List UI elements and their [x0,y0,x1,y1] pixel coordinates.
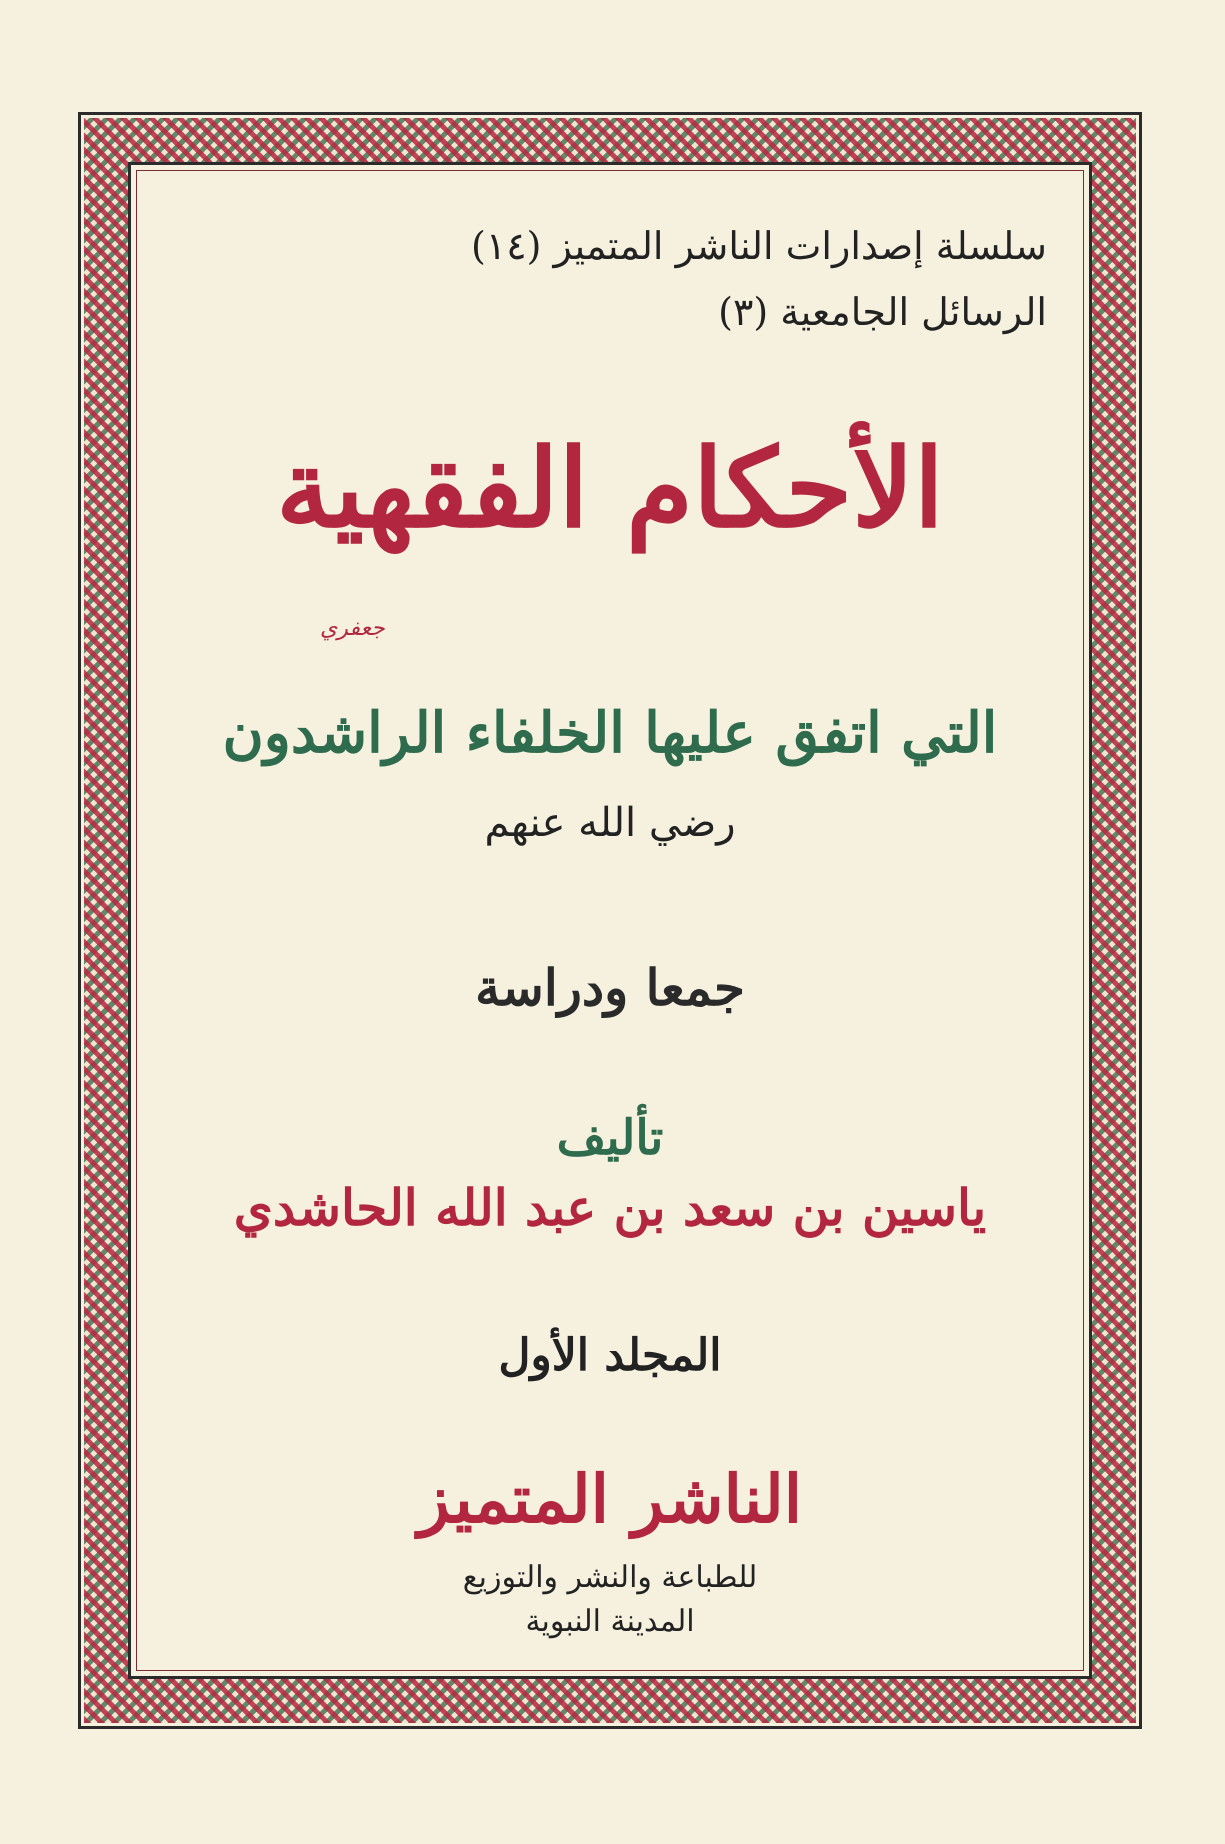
method-line: جمعا ودراسة [475,958,745,1017]
inner-thin-rule [136,170,1084,1671]
calligrapher-signature: جعفري [320,616,385,641]
book-title: الأحكام الفقهية [276,426,944,552]
volume-label: المجلد الأول [498,1330,722,1381]
author-label: تأليف [556,1110,664,1166]
book-subtitle: التي اتفق عليها الخلفاء الراشدون [222,700,998,766]
publisher-name: الناشر المتميز [417,1460,803,1538]
series-line: سلسلة إصدارات الناشر المتميز (١٤) [470,224,1047,268]
subseries-line: الرسائل الجامعية (٣) [718,290,1047,334]
honorific-phrase: رضي الله عنهم [484,800,736,846]
publisher-tagline: للطباعة والنشر والتوزيع [462,1560,758,1595]
publisher-city: المدينة النبوية [525,1604,695,1639]
author-name: ياسين بن سعد بن عبد الله الحاشدي [233,1178,987,1237]
